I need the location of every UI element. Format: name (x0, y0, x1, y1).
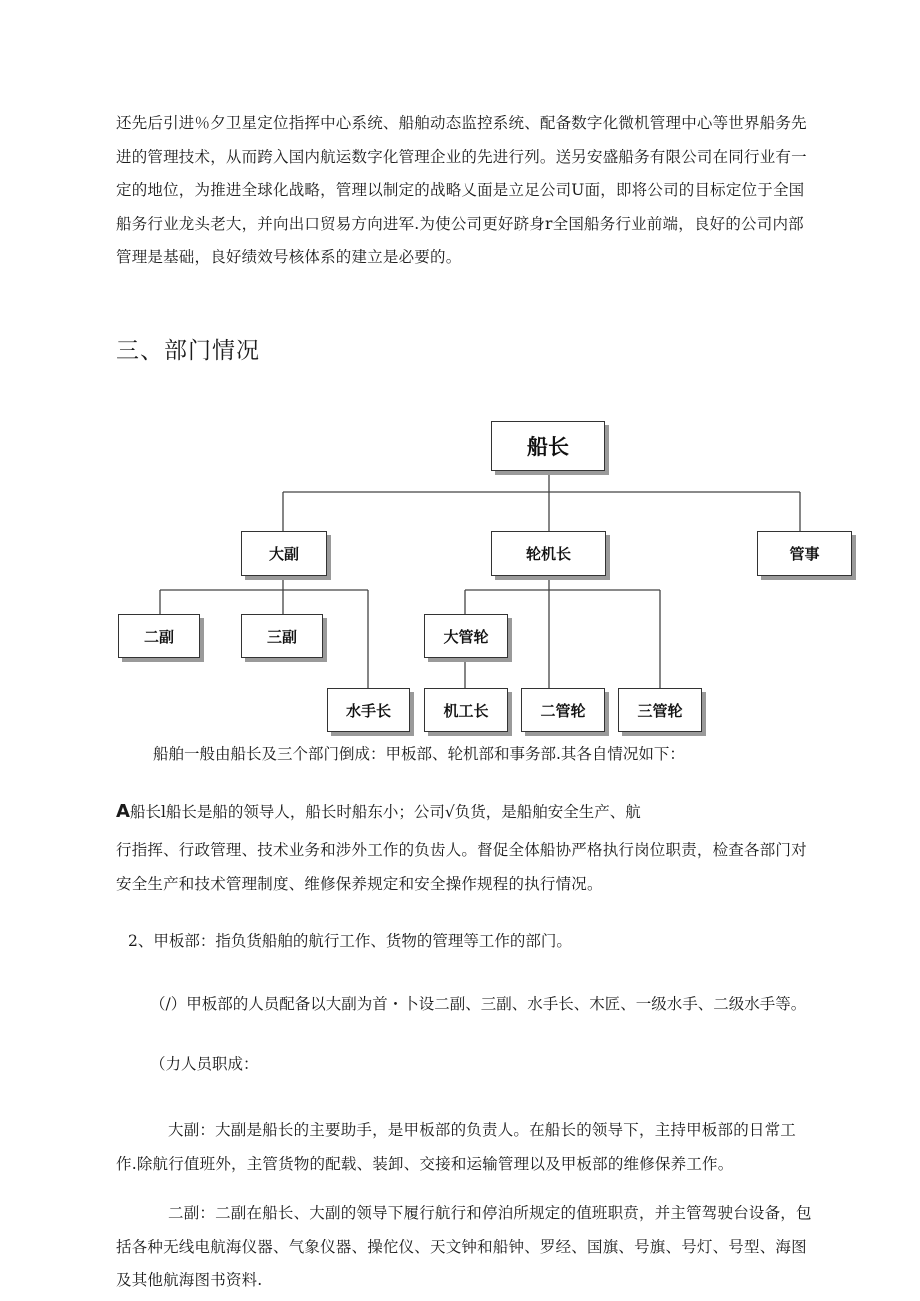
org-node-bosun: 水手长 (327, 688, 410, 732)
org-node-purser: 管事 (757, 531, 852, 576)
deck-staffing: （/）甲板部的人员配备以大副为首・卜设二副、三副、水手长、木匠、一级水手、二级水手等。 (150, 995, 807, 1013)
section-heading: 三、部门情况 (116, 338, 260, 364)
org-chart-caption: 船舶一般由船长及三个部门倒成：甲板部、轮机部和事务部.其各自情况如下： (153, 745, 685, 763)
captain-line-1 (116, 800, 641, 822)
org-node-third-officer: 三副 (241, 614, 323, 658)
chief-officer-duty: 大副：大副是船长的主要助手，是甲板部的负责人。在船长的领导下，主持甲板部的日常工作.除航行值班外，主管货物的配载、装卸、交接和运输管理以及甲板部的维修保养工作。 (116, 1121, 797, 1173)
deck-department-heading: 2、甲板部：指负货船舶的航行工作、货物的管理等工作的部门。 (128, 932, 572, 950)
org-node-third-engineer: 三管轮 (618, 688, 702, 732)
org-node-captain: 船长 (491, 421, 605, 471)
duties-heading: （力人员职成： (150, 1055, 259, 1073)
org-node-first-engineer: 大管轮 (424, 614, 508, 658)
captain-paragraph: 行指挥、行政管理、技术业务和涉外工作的负齿人。督促全体船协严格执行岗位职责，检查各部门对安全生产和技术管理制度、维修保养规定和安全操作规程的执行情况。 (116, 841, 807, 893)
captain-item-label: 船长l (129, 803, 166, 821)
org-node-chief-officer: 大副 (241, 531, 327, 576)
org-node-fitter: 机工长 (424, 688, 508, 732)
captain-item-text: 船长是船的领导人，船长时船东小；公司√负货，是船舶安全生产、航 (165, 803, 641, 821)
captain-item-marker: A (116, 801, 130, 822)
intro-paragraph: 还先后引进％夕卫星定位指挥中心系统、船舶动态监控系统、配备数字化微机管理中心等世界船务先进的管理技术，从而跨入国内航运数字化管理企业的先进行列。送另安盛船务有限公司在同行业有一定的地位，为推进全球化战略，管理以制定的战略乂面是立足公司U面，即将公司的目标定位于全国船务行业龙头老大，并向出口贸易方向进军.为使公司更好跻身r全国船务行业前端，良好的公司内部管理是基础，良好绩效号核体系的建立是必要的。 (116, 114, 807, 266)
org-node-chief-engineer: 轮机长 (491, 531, 606, 576)
second-officer-duty: 二副：二副在船长、大副的领导下履行航行和停泊所规定的值班职贲，并主管驾驶台设备，包括各种无线电航海仪器、气象仪器、操佗仪、天文钟和船钟、罗经、国旗、号旗、号灯、号型、海图及其他航海图书资料. (116, 1204, 812, 1289)
org-node-second-officer: 二副 (118, 614, 200, 658)
org-node-second-engineer: 二管轮 (521, 688, 605, 732)
